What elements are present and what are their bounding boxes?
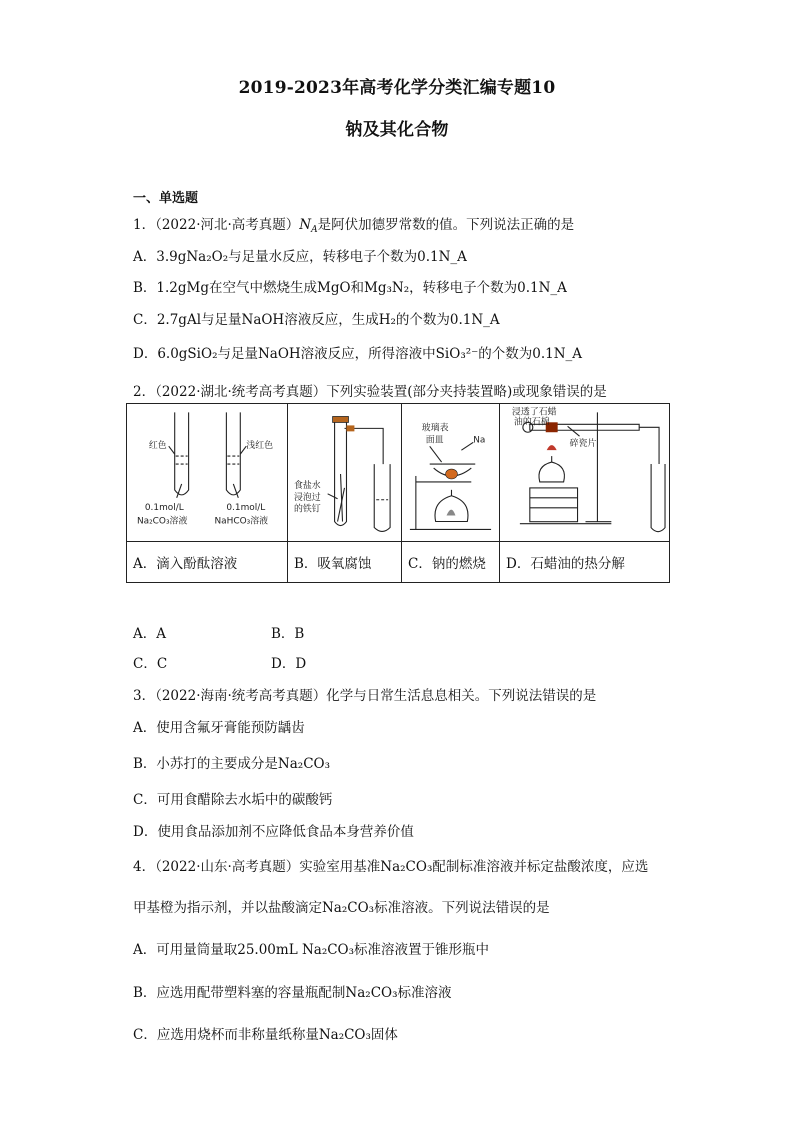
q4-stem-line1: 4．（2022·山东·高考真题）实验室用基准Na₂CO₃配制标准溶液并标定盐酸浓度，应选 — [133, 859, 649, 875]
q2-options-row2 — [133, 652, 409, 672]
q4-option-c: C．应选用烧杯而非称量纸称量Na₂CO₃固体 — [133, 1027, 398, 1043]
q2-option-d: D．D — [271, 656, 307, 672]
q1-stem-rest: 是阿伏加德罗常数的值。下列说法正确的是 — [317, 217, 575, 233]
sodium-label: Na — [473, 435, 486, 446]
tube-right-color-label: 浅红色 — [246, 441, 274, 452]
q2-apparatus-table — [126, 403, 670, 583]
tube-left-solution-label: Na₂CO₃溶液 — [136, 516, 188, 527]
q2-option-a: A．A — [133, 626, 166, 642]
apparatus-b-cell — [288, 404, 402, 542]
q3-option-c: C．可用食醋除去水垢中的碳酸钙 — [133, 792, 333, 808]
apparatus-c-cell — [402, 404, 500, 542]
nail-label-line3: 的铁钉 — [293, 504, 321, 515]
q1-stem-prefix: 1．（2022·河北·高考真题） — [133, 217, 300, 233]
q1-stem — [133, 213, 574, 235]
q2-option-b: B．B — [271, 626, 305, 642]
caption-c: C．钠的燃烧 — [402, 542, 500, 583]
q2-option-c: C．C — [133, 656, 168, 672]
caption-d: D．石蜡油的热分解 — [500, 542, 670, 583]
q1-stem-var: N — [299, 217, 312, 233]
oxygen-corrosion-figure — [288, 404, 401, 541]
apparatus-d-cell — [500, 404, 670, 542]
q2-stem: 2．（2022·湖北·统考高考真题）下列实验装置(部分夹持装置略)或现象错误的是 — [133, 384, 607, 400]
asbestos-label-line2: 油的石棉 — [513, 417, 550, 428]
tube-right-conc-label: 0.1mol/L — [226, 502, 266, 513]
q3-option-a: A．使用含氟牙膏能预防龋齿 — [133, 720, 305, 736]
q1-option-b: B．1.2gMg在空气中燃烧生成MgO和Mg₃N₂，转移电子个数为0.1N_A — [133, 280, 567, 296]
q3-option-b: B．小苏打的主要成分是Na₂CO₃ — [133, 756, 331, 772]
sodium-combustion-figure — [402, 404, 499, 541]
paraffin-cracking-figure — [500, 404, 669, 541]
q1-option-c: C．2.7gAl与足量NaOH溶液反应，生成H₂的个数为0.1N_A — [133, 312, 500, 328]
apparatus-a-cell — [127, 404, 288, 542]
asbestos-label-line1: 浸透了石蜡 — [511, 407, 557, 418]
q1-stem-var-sub: A — [311, 225, 318, 235]
page-subtitle: 钠及其化合物 — [345, 120, 449, 140]
q4-option-a: A．可用量筒量取25.00mL Na₂CO₃标准溶液置于锥形瓶中 — [133, 942, 490, 958]
test-tubes-figure — [127, 404, 287, 541]
section-heading: 一、单选题 — [133, 191, 199, 206]
nail-label-line1: 食盐水 — [293, 480, 321, 491]
tube-right-solution-label: NaHCO₃溶液 — [214, 516, 269, 527]
tube-left-conc-label: 0.1mol/L — [144, 502, 184, 513]
caption-a: A．滴入酚酞溶液 — [127, 542, 288, 583]
page-title: 2019-2023年高考化学分类汇编专题10 — [238, 78, 556, 98]
watch-glass-label-line2: 面皿 — [425, 435, 444, 446]
tube-left-color-label: 红色 — [148, 441, 167, 452]
q1-option-d: D．6.0gSiO₂与足量NaOH溶液反应，所得溶液中SiO₃²⁻的个数为0.1N_A — [133, 346, 583, 362]
nail-label-line2: 浸泡过 — [293, 492, 321, 503]
q2-options-row1 — [133, 622, 409, 642]
q3-option-d: D．使用食品添加剂不应降低食品本身营养价值 — [133, 824, 414, 840]
q3-stem: 3．（2022·海南·统考高考真题）化学与日常生活息息相关。下列说法错误的是 — [133, 688, 597, 704]
caption-b: B．吸氧腐蚀 — [288, 542, 402, 583]
porcelain-label: 碎瓷片 — [569, 439, 597, 450]
watch-glass-label-line1: 玻璃表 — [421, 423, 449, 434]
q4-option-b: B．应选用配带塑料塞的容量瓶配制Na₂CO₃标准溶液 — [133, 985, 452, 1001]
q4-stem-line2: 甲基橙为指示剂，并以盐酸滴定Na₂CO₃标准溶液。下列说法错误的是 — [133, 900, 550, 916]
q1-option-a: A．3.9gNa₂O₂与足量水反应，转移电子个数为0.1N_A — [133, 249, 467, 265]
